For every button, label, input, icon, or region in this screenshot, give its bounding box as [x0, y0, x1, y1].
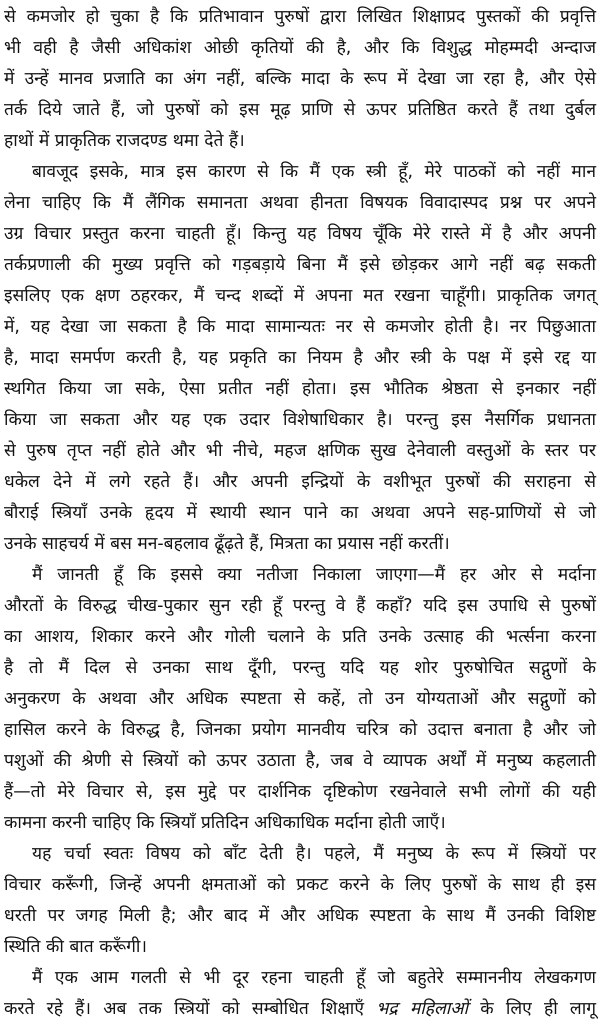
text-line: धकेल देने में लगे रहते हैं। और अपनी इन्द्रियों के वशीभूत पुरुषों की सराहना से: [4, 472, 596, 492]
text-line: उनके साहचर्य में बस मन-बहलाव ढूँढ़ते हैं, मित्रता का प्रयास नहीं करतीं।: [4, 534, 450, 554]
text-line: का आशय, शिकार करने और गोली चलाने के प्रति उनके उत्साह की भर्त्सना करना: [4, 627, 596, 647]
final-line-after: के लिए ही लागू: [480, 999, 596, 1019]
book-page: [4, 0, 596, 1019]
text-line: है, मादा समर्पण करती है, यह प्रकृति का नियम है और स्त्री के पक्ष में इसे रद्द या: [4, 348, 596, 368]
text-line: तर्कप्रणाली की मुख्य प्रवृत्ति को गड़बड़ाये बिना मैं इसे छोड़कर आगे नहीं बढ़ सकती: [4, 255, 596, 275]
text-line: पशुओं की श्रेणी से स्त्रियों को ऊपर उठाता है, जब वे व्यापक अर्थों में मनुष्य कहलाती: [4, 751, 596, 771]
text-line: हाथों में प्राकृतिक राजदण्ड थमा देते हैं।: [4, 131, 245, 151]
text-line: यह चर्चा स्वतः विषय को बाँट देती है। पहले, मैं मनुष्य के रूप में स्त्रियों पर: [32, 844, 596, 864]
text-line: कामना करनी चाहिए कि स्त्रियाँ प्रतिदिन अधिकाधिक मर्दाना होती जाएँ।: [4, 813, 446, 833]
text-line: अनुकरण के अथवा और अधिक स्पष्टता से कहें, तो उन योग्यताओं और सद्गुणों को: [4, 689, 596, 709]
paragraph-5: [4, 963, 596, 1025]
paragraph-1: [4, 2, 596, 157]
text-line: तर्क दिये जाते हैं, जो पुरुषों को इस मूढ़ प्राणि से ऊपर प्रतिष्ठित करते हैं तथा दुर्बल: [4, 100, 596, 120]
text-line: में उन्हें मानव प्रजाति का अंग नहीं, बल्कि मादा के रूप में देखा जा रहा है, और ऐसे: [4, 69, 596, 89]
text-line: लेना चाहिए कि मैं लैंगिक समानता अथवा हीनता विषयक विवादास्पद प्रश्न पर अपने: [4, 193, 596, 213]
text-line: धरती पर जगह मिली है; और बाद में और अधिक स्पष्टता के साथ मैं उनकी विशिष्ट: [4, 906, 596, 926]
text-line: भी वही है जैसी अधिकांश ओछी कृतियों की है, और कि विशुद्ध मोहम्मदी अन्दाज: [4, 38, 596, 58]
text-line: स्थगित किया जा सके, ऐसा प्रतीत नहीं होता। इस भौतिक श्रेष्ठता से इनकार नहीं: [4, 379, 596, 399]
final-line-before: करते रहे हैं। अब तक स्त्रियों को सम्बोधित शिक्षाएँ: [4, 999, 364, 1019]
text-line: इसलिए एक क्षण ठहरकर, मैं चन्द शब्दों में अपना मत रखना चाहूँगी। प्राकृतिक जगत्: [4, 286, 596, 306]
text-line: विचार करूँगी, जिन्हें अपनी क्षमताओं को प्रकट करने के लिए पुरुषों के साथ ही इस: [4, 875, 596, 895]
text-line: है तो मैं दिल से उनका साथ दूँगी, परन्तु यदि यह शोर पुरुषोचित सद्गुणों के: [4, 658, 596, 678]
paragraph-3: [4, 560, 596, 839]
text-line: मैं जानती हूँ कि इससे क्या नतीजा निकाला जाएगा—मैं हर ओर से मर्दाना: [32, 565, 596, 585]
paragraph-2: [4, 157, 596, 560]
text-line: से कमजोर हो चुका है कि प्रतिभावान पुरुषों द्वारा लिखित शिक्षाप्रद पुस्तकों की प्रवृत्ति: [4, 7, 596, 27]
italic-phrase: भद्र महिलाओं: [376, 999, 469, 1019]
text-line: किया जा सकता और यह एक उदार विशेषाधिकार है। परन्तु इस नैसर्गिक प्रधानता: [4, 410, 596, 430]
paragraph-4: [4, 839, 596, 963]
text-line: हैं—तो मेरे विचार से, इस मुद्दे पर दार्शनिक दृष्टिकोण रखनेवाले सभी लोगों की यही: [4, 782, 596, 802]
text-line: उग्र विचार प्रस्तुत करना चाहती हूँ। किन्तु यह विषय चूँकि मेरे रास्ते में है और अपनी: [4, 224, 596, 244]
text-line: से पुरुष तृप्त नहीं होते और भी नीचे, महज क्षणिक सुख देनेवाली वस्तुओं के स्तर पर: [4, 441, 596, 461]
text-line: औरतों के विरुद्ध चीख-पुकार सुन रही हूँ परन्तु वे हैं कहाँ? यदि इस उपाधि से पुरुषों: [4, 596, 596, 616]
text-line: हासिल करने के विरुद्ध है, जिनका प्रयोग मानवीय चरित्र को उदात्त बनाता है और जो: [4, 720, 596, 740]
text-line: मैं एक आम गलती से भी दूर रहना चाहती हूँ जो बहुतेरे सम्माननीय लेखकगण: [32, 968, 596, 988]
text-line: बौराई स्त्रियाँ उनके हृदय में स्थायी स्थान पाने का अथवा अपने सह-प्राणियों से जो: [4, 503, 596, 523]
text-line: बावजूद इसके, मात्र इस कारण से कि मैं एक स्त्री हूँ, मेरे पाठकों को नहीं मान: [32, 162, 596, 182]
text-line-final: [4, 994, 596, 1025]
text-line: स्थिति की बात करूँगी।: [4, 937, 147, 957]
text-line: में, यह देखा जा सकता है कि मादा सामान्यतः नर से कमजोर होती है। नर पिछुआता: [4, 317, 596, 337]
